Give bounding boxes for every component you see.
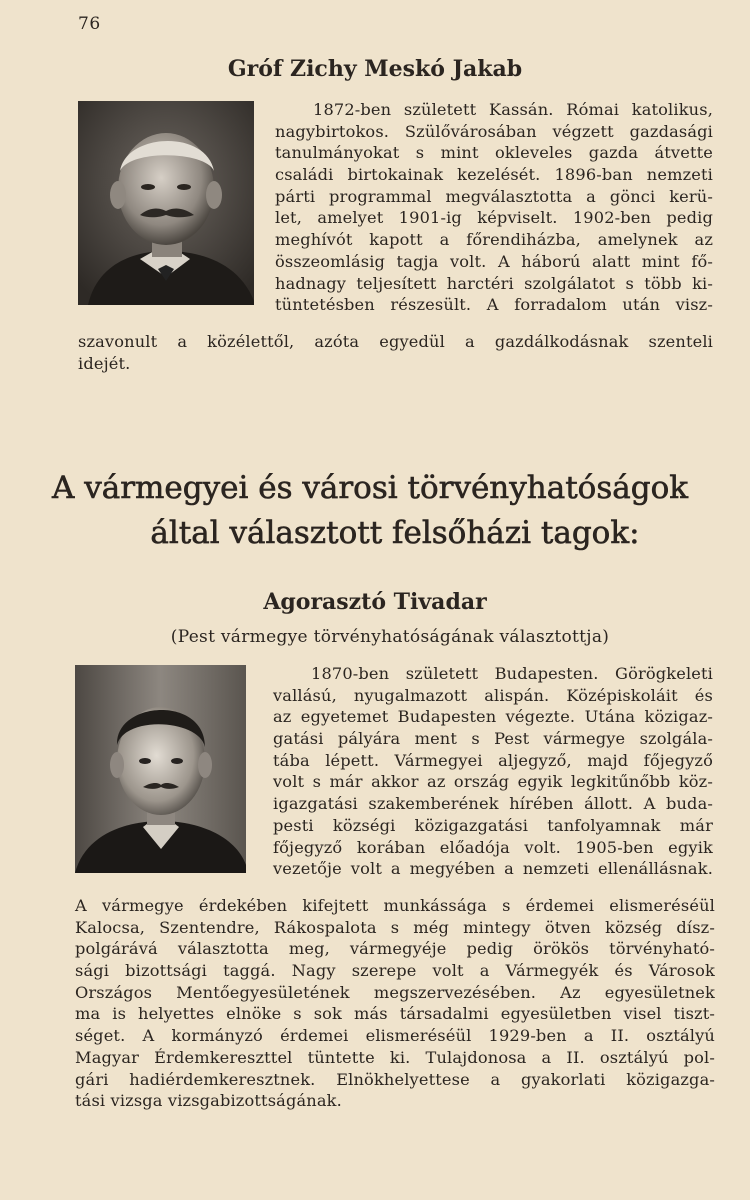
bio-line: idejét. [78, 353, 131, 373]
person2-portrait [75, 665, 246, 873]
bio-line: Magyar Érdemkereszttel tüntette ki. Tulajdonosa a II. osztályú pol- [75, 1047, 715, 1067]
person2-subtitle: (Pest vármegye törvényhatóságának választottja) [170, 627, 610, 647]
person1-name-heading: Gróf Zichy Meskó Jakab [227, 56, 523, 82]
bio-line: Országos Mentőegyesületének megszervezésében. Az egyesületnek [75, 982, 715, 1002]
bio-line: gatási pályára ment s Pest vármegye szolgála- [273, 729, 713, 749]
bio-line: 1870-ben született Budapesten. Görögkeleti [311, 664, 713, 683]
person1-biography-wide [78, 331, 713, 374]
bio-line: let, amelyet 1901-ig képviselt. 1902-ben pedig [275, 208, 713, 228]
bio-line: tanulmányokat s mint okleveles gazda átvette [275, 143, 713, 163]
bio-line: ma is helyettes elnöke s sok más társadalmi egyesületben visel tiszt- [75, 1004, 715, 1024]
bio-line: gári hadiérdemkeresztnek. Elnökhelyettese a gyakorlati közigazga- [75, 1069, 715, 1089]
bio-line: 1872-ben született Kassán. Római katolikus, [313, 100, 713, 119]
bio-line: séget. A kormányzó érdemei elismeréséül 1929-ben a II. osztályú [75, 1026, 715, 1046]
bio-line: pesti községi közigazgatási tanfolyamnak már [273, 815, 713, 835]
bio-line: nagybirtokos. Szülővárosában végzett gazdasági [275, 121, 713, 141]
bio-line: A vármegye érdekében kifejtett munkássága s érdemei elismeréséül [75, 896, 715, 915]
person2-name-heading: Agorasztó Tivadar [263, 589, 487, 615]
person1-portrait [78, 101, 254, 305]
bio-line: vallású, nyugalmazott alispán. Középiskoláit és [273, 685, 713, 705]
portrait-photo-icon [75, 665, 246, 873]
bio-line: Kalocsa, Szentendre, Rákospalota s még mintegy ötven község dísz- [75, 917, 715, 937]
person1-biography-narrow [275, 99, 713, 316]
bio-line: szavonult a közélettől, azóta egyedül a gazdálkodásnak szenteli [78, 332, 713, 351]
bio-line: az egyetemet Budapesten végezte. Utána közigaz- [273, 707, 713, 727]
person2-biography-wide [75, 895, 715, 1112]
bio-line: tába lépett. Vármegyei aljegyző, majd főjegyző [273, 750, 713, 770]
bio-line: tüntetésben részesült. A forradalom után visz- [275, 295, 713, 315]
section-title-line-1: A vármegyei és városi törvényhatóságok [51, 470, 689, 506]
bio-line: igazgatási szakemberének hírében állott. A buda- [273, 794, 713, 814]
bio-line: polgárává választotta meg, vármegyéje pedig örökös törvényható- [75, 939, 715, 959]
bio-line: sági bizottsági taggá. Nagy szerepe volt a Vármegyék és Városok [75, 961, 715, 981]
bio-line: párti programmal megválasztotta a gönci kerü- [275, 186, 713, 206]
bio-line: vezetője volt a megyében a nemzeti ellenállásnak. [273, 859, 713, 879]
bio-line: családi birtokainak kezelését. 1896-ban nemzeti [275, 165, 713, 185]
bio-line: tási vizsga vizsgabizottságának. [75, 1091, 342, 1111]
portrait-photo-icon [78, 101, 254, 305]
bio-line: meghívót kapott a főrendiházba, amelynek az [275, 230, 713, 250]
bio-line: volt s már akkor az ország egyik legkitűnőbb köz- [273, 772, 713, 792]
page-number: 76 [78, 14, 101, 34]
bio-line: összeomlásig tagja volt. A háború alatt mint fő- [275, 251, 713, 271]
section-title-line-2: által választott felsőházi tagok: [150, 515, 640, 551]
person2-biography-narrow [273, 663, 713, 880]
bio-line: főjegyző korában előadója volt. 1905-ben egyik [273, 837, 713, 857]
bio-line: hadnagy teljesített harctéri szolgálatot s több ki- [275, 273, 713, 293]
